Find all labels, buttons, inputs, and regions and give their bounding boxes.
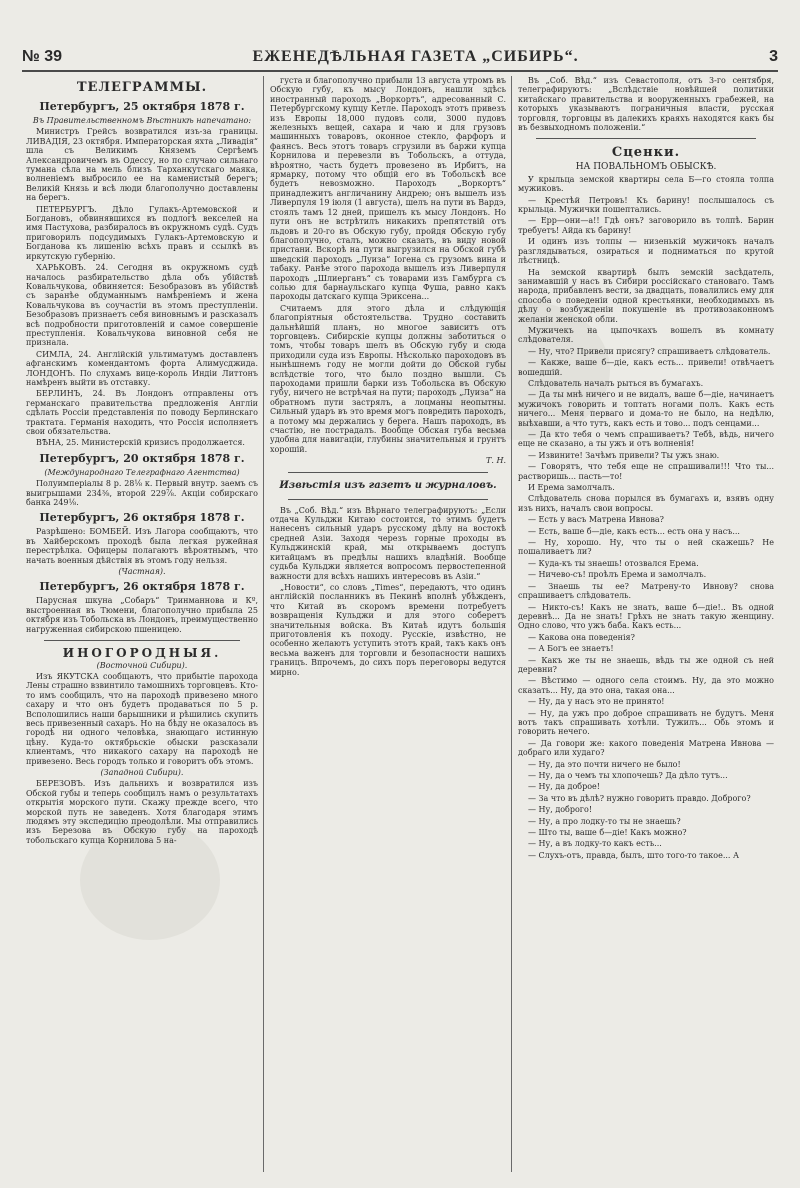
column-rule xyxy=(511,76,512,1172)
dialogue-line: — Да кто тебя о чемъ спрашиваетъ? Тебѣ, вѣдь, ничего еще не сказано, а ты ужъ и отъ волненія! xyxy=(518,430,774,449)
dialogue-line: — Ну, да это почти ничего не было! xyxy=(528,759,681,769)
source-line: (Частная). xyxy=(118,567,166,577)
dialogue-line: — Какъ же ты не знаешь, вѣдь ты же одной съ ней деревни? xyxy=(518,655,774,674)
dialogue-line: — За что въ дѣлѣ? нужно говорить правдо. Доброго? xyxy=(528,793,751,803)
section-divider xyxy=(44,640,240,641)
region-subtitle: (Западной Сибири). xyxy=(100,767,184,777)
column-2 xyxy=(270,76,506,1168)
news-item: Въ „Соб. Вѣд.“ изъ Вѣрнаго телеграфируютъ: „Если отдача Кульджи Китаю состоится, то этимъ будетъ нанесенъ сильный ударъ русскому дѣлу на востокѣ средней Азіи. Заходя черезъ горные проходы въ Кульджинскій край, мы открываемъ доступъ китайцамъ въ предѣлы нашихъ владѣній. Вообще судьба Кульджи является вопросомъ первостепенной важности для всѣхъ нашихъ интересовъ въ Азіи.“ xyxy=(270,505,506,581)
telegram-text: Разрѣшено: БОМБЕЙ. Изъ Лагора сообщаютъ, что въ Хайберскомъ проходѣ была легкая ружейная перестрѣлка. Офицеры полагаютъ вѣроятнымъ, что начать военныя дѣйствія въ этомъ году нельзя. xyxy=(26,527,258,565)
telegram-text: ВѢНА, 25. Министерскій кризисъ продолжается. xyxy=(36,438,245,448)
dialogue-line: Слѣдователь началъ рыться въ бумагахъ. xyxy=(528,378,704,388)
news-heading: Извѣстія изъ газетъ и журналовъ. xyxy=(279,479,497,491)
dialogue-line: Мужичекъ на цыпочкахъ вошелъ въ комнату слѣдователя. xyxy=(518,325,774,345)
sketches-subtitle: НА ПОВАЛЬНОМЪ ОБЫСКѢ. xyxy=(575,162,717,173)
telegram-text: Парусная шкуна „Собаръ“ Тринманнова и Кº, выстроенная въ Тюмени, благополучно прибыла 25 октября изъ Тобольска въ Лондонъ, преимущественно нагруженная сибирскою пшеницею. xyxy=(26,596,258,634)
dialogue-line: — Да говори же: какого поведенія Матрена Ивнова — добраго или худаго? xyxy=(518,738,774,758)
dialogue-line: — Знаешь ты ее? Матрену-то Ивнову? снова спрашиваетъ слѣдователь. xyxy=(518,581,774,601)
dialogue-line: И Ерема замолчалъ. xyxy=(528,483,615,493)
sketch-body xyxy=(518,175,774,860)
telegram-text: СИМЛА, 24. Англійскій ультиматумъ доставленъ афганскимъ комендантомъ форта Алимусджида. ЛОНДОНЪ. По слухамъ вице-король Индіи Литтонъ намѣренъ выйти въ отставку. xyxy=(26,349,258,387)
dateline: Петербургъ, 26 октября 1878 г. xyxy=(39,511,245,525)
dialogue-line: — Ну, хорошо. Ну, что ты о ней скажешь? Не пошаливаетъ ли? xyxy=(518,538,774,557)
column-rule xyxy=(263,76,264,1172)
dialogue-line: — А Богъ ее знаетъ! xyxy=(528,644,614,654)
dialogue-line: — Извините! Зачѣмъ привели? Ты ужъ знаю. xyxy=(528,450,720,460)
telegram-text: Полуимперіалы 8 р. 28⅛ к. Первый внутр. заемъ съ выигрышами 234⅜, второй 229⅞. Акціи собирскаго банка 249⅛. xyxy=(26,479,258,508)
section-divider xyxy=(288,472,488,473)
dialogue-line: — Слухъ-отъ, правда, былъ, што того-то такое... А xyxy=(528,850,740,860)
article-text: густа и благополучно прибыли 13 августа утромъ въ Обскую губу, къ мысу Лондонъ, нашли здѣсь иностранный пароходъ „Воркортъ“, адресованный С. Петербургскому купцу Кетле. Пароходъ этотъ привезъ изъ Европы 18,000 пудовъ соли, 3000 пудовъ железныхъ вещей, сахара и чаю и для грузовъ машинныхъ товаровъ, оконное стекло, фарфоръ и фаянсъ. Весь этотъ товаръ сгрузили въ баржи купца Корнилова и перевезли въ Тобольскъ, а оттуда, вѣроятно, часть будетъ провезено въ Ирбитъ, на ярмарку, потому что общій его въ Тобольскѣ все будетъ невозможно. Пароходъ „Воркортъ“ принадлежитъ англичанину Андрею; онъ вышелъ изъ Ливерпуля 19 іюля (1 августа), шелъ на пути въ Вардэ, стоялъ тамъ 12 дней, пришелъ къ мысу Лондонъ. Но пути онъ не встрѣтилъ никакихъ препятствій отъ льдовъ и 20-го въ Обскую губу, пройдя Обскую губу благополучно, сталъ, можно сказать, въ виду новой пристани. Вскорѣ на пути выгрузился на Обской губѣ шведскій пароходъ „Луиза“ Іогена съ грузомъ вина и табаку. Ранѣе этого парохода вышелъ изъ Ливерпуля пароходъ „Шлиерганъ“ съ товарами изъ Гамбурга съ солью для барнаульскаго купца Фуша, равно какъ пароходы датскаго купца Эриксена... xyxy=(270,76,506,302)
telegram-text: ХАРЬКОВЪ. 24. Сегодня въ окружномъ судѣ началось разбирательство дѣла объ убійствѣ Ковальчукова, обвиняется: Безобразовъ въ убійствѣ съ заранѣе обдуманнымъ намѣреніемъ и жена Ковальчукова въ соучастіи въ этомъ преступленіи. Безобразовъ признаетъ себя виновнымъ и разсказалъ всѣ подробности приготовленій и самое совершеніе преступленія. Ковальчукова виновной себя не признала. xyxy=(26,263,258,348)
dialogue-line: — Ну, да у насъ это не принято! xyxy=(528,697,665,707)
article-text: Изъ ЯКУТСКА сообщаютъ, что прибытіе парохода Лены страшно взвинтило тамошнихъ торговцевъ. Кто-то имъ сообщилъ, что на пароходѣ привезено много сахару и что онъ будетъ продаваться по 5 р. Всполошились наши барышники и рѣшились скупить весь привезенный сахаръ. Но на бѣду не оказалось въ городѣ ни одного человѣка, знающаго истинную цѣну. Куда-то октябрьскіе обыски разсказали клиентамъ, что никакого сахару на пароходѣ не привезено. Весь городъ только и говоритъ объ этомъ. xyxy=(26,671,258,766)
telegram-text: ПЕТЕРБУРГЪ. Дѣло Гулакъ-Артемовской и Богдановъ, обвинявшихся въ подлогѣ векселей на имя Пастухова, разбиралось въ окружномъ судѣ. Судъ приговорилъ подсудимыхъ Гулакъ-Артемовскую и Богданова къ лишенію всѣхъ правъ и ссылкѣ въ иркутскую губернію. xyxy=(26,204,258,261)
section-divider xyxy=(536,138,756,139)
dialogue-line: — Ну, что? Привели присягу? спрашиваетъ слѣдователь. xyxy=(528,346,771,356)
dialogue-line: — Ну, да ужъ про доброе спрашивать не будутъ. Меня вотъ такъ спрашивать хотѣли. Тужилъ... Обь этомъ и говорить нечего. xyxy=(518,708,774,737)
telegram-text: БЕРЛИНЪ, 24. Въ Лондонъ отправлены отъ германскаго правительства предложенія Англіи сдѣлать Россіи представленія по поводу Берлинскаго трактата. Германія находить, что Россія исполняетъ свои обязательства. xyxy=(26,389,258,436)
telegram-text: Министръ Грейсъ возвратился изъ-за границы. ЛИВАДІЯ, 23 октября. Императорская яхта „Ливадія“ шла съ Великимъ Княземъ Сергѣемъ Александровичемъ въ Одессу, но по случаю сильнаго тумана сѣла на мель близъ Тарханкутскаго маяка, волненіемъ выбросило ее на каменистый берегъ; Великій Князь и всѣ люди благополучно доставлены на берегъ. xyxy=(26,127,258,203)
dialogue-line: На земской квартирѣ былъ земскій засѣдатель, занимавшій у насъ въ Сибири россійскаго становаго. Тамъ народа, прибавленъ вести, за двадцать, повалились ему для способа о поведеніи одной крестьянки, необходимыхъ въ дѣлу о возбужденіи покушеніе въ противозаконномъ желаніи женской обли. xyxy=(518,267,774,324)
dialogue-line: — Да ты мнѣ ничего и не видалъ, ваше б—діе, начинаетъ мужичокъ говорить и топтать ногами полъ. Какъ есть ничего... Меня перваго и дома-то не было, на недѣлю, выѣхавши, а что тутъ, какъ есть и тово... подъ сенцами... xyxy=(518,390,774,428)
source-line: Въ Правительственномъ Вѣстникѣ напечатано: xyxy=(32,116,252,125)
dialogue-line: Слѣдователь снова порылся въ бумагахъ и, взявъ одну изъ нихъ, началъ свои вопросы. xyxy=(518,494,774,513)
dialogue-line: У крыльца земской квартиры села Б—го стояла толпа мужиковъ. xyxy=(518,174,774,194)
dialogue-line: — Говорятъ, что тебя еще не спрашивали!!! Что ты... растворишь... пасть—то! xyxy=(518,462,774,481)
page-number: 3 xyxy=(769,48,778,65)
issue-number: № 39 xyxy=(22,48,63,65)
column-3 xyxy=(518,76,774,1168)
dialogue-line: — Есть, ваше б—діе, какъ есть... есть она у насъ... xyxy=(528,526,740,536)
dialogue-line: — Што ты, ваше б—діе! Какъ можно? xyxy=(528,828,687,838)
sketches-heading: Сценки. xyxy=(611,145,681,161)
inogorod-heading: ИНОГОРОДНЫЯ. xyxy=(62,646,222,661)
news-item: „Новости“, со словъ „Times“, передаютъ, что одинъ англійскій посланникъ въ Пекинѣ вполнѣ убѣжденъ, что Китай въ скоромъ времени потребуетъ возвращенія Кульджи и для этого соберетъ значительныя войска. Въ Китаѣ идутъ большія приготовленія къ походу. Русскіе, извѣстно, не особенно желаютъ уступить этотъ край, такъ какъ онъ весьма важенъ для торговли и безопасности нашихъ границъ. Впрочемъ, до сихъ поръ переговоры ведутся мирно. xyxy=(270,582,506,677)
dialogue-line: — Вѣстимо — одного села стоимъ. Ну, да это можно сказать... Ну, да это она, такая она... xyxy=(518,676,774,695)
article-text: Въ „Соб. Вѣд.“ изъ Севастополя, отъ 3-го сентября, телеграфируютъ: „Вслѣдствіе новѣйшей политики китайскаго правительства и вооруженныхъ грабежей, на которыхъ указываютъ пограничныя власти, русская торговля, торговцы въ далекихъ краяхъ находятся какъ бы въ безвыходномъ положеніи.“ xyxy=(518,76,774,133)
dialogue-line: — Ну, да доброе! xyxy=(528,782,600,792)
masthead xyxy=(22,44,778,72)
dialogue-line: — Ну, а про лодку-то ты не знаешь? xyxy=(528,816,681,826)
section-divider xyxy=(288,499,488,500)
dialogue-line: — Ну, а въ лодку-то какъ есть... xyxy=(528,839,662,849)
source-line: (Международнаго Телеграфнаго Агентства) xyxy=(44,467,240,477)
dialogue-line: — Ничево-съ! проѣлъ Ерема и замолчалъ. xyxy=(528,570,707,580)
dialogue-line: — Никто-съ! Какъ не знать, ваше б—діе!.. Въ одной деревнѣ... Да не знать! Грѣхъ не знать такую женщину. Одно слово, что ужъ баба. Какъ есть... xyxy=(518,602,774,631)
dialogue-line: — Есть у васъ Матрена Ивнова? xyxy=(528,515,664,525)
dateline: Петербургъ, 26 октября 1878 г. xyxy=(39,580,245,594)
region-subtitle: (Восточной Сибири). xyxy=(96,660,188,670)
dialogue-line: — Ну, да о чемъ ты хлопочешь? Да дѣло тутъ... xyxy=(528,771,728,780)
author-signature: Т. Н. xyxy=(486,456,506,466)
dialogue-line: — Какже, ваше б—діе, какъ есть... привели! отвѣчаетъ вошедшій. xyxy=(518,358,774,377)
article-text: Считаемъ для этого дѣла и слѣдующія благопріятныя обстоятельства. Трудно составить дальнѣйшій планъ, но многое зависитъ отъ торговцевъ. Сибирскіе купцы должны заботиться о томъ, чтобы товаръ шелъ въ Обскую губу и сюда приходили суда изъ Европы. Нѣсколько пароходовъ въ нынѣшнемъ году не могли дойти до Обской губы вслѣдствіе того, что было поздно вышли. Съ пароходами пришли барки изъ Тобольска въ Обскую губу, ничего не встрѣчая на пути; пароходъ „Луиза“ на обратномъ пути застрялъ, а лоцманы неопытны. Сильный ударъ въ это время могъ повредить пароходъ, а потому мы держались у берега. Нашъ пароходъ, въ счастію, не пострадалъ. Вообще Обская губа весьма удобна для навигаціи, глубины значительныя и грунтъ хорошій. xyxy=(270,303,506,454)
column-1 xyxy=(26,76,258,1168)
telegrams-heading: ТЕЛЕГРАММЫ. xyxy=(76,80,208,95)
dialogue-line: И одинъ изъ толпы — низенькій мужичокъ началъ разглядываться, озираться и подниматься по крутой лѣстницѣ. xyxy=(518,237,774,266)
dateline: Петербургъ, 20 октября 1878 г. xyxy=(39,451,245,465)
dialogue-line: — Какова она поведенія? xyxy=(528,632,635,642)
dialogue-line: — Куда-къ ты знаешь! отозвался Ерема. xyxy=(528,558,699,568)
dialogue-line: — Крестѣй Петровъ! Къ барину! послышалось съ крыльца. Мужички пошептались. xyxy=(518,195,774,215)
dateline: Петербургъ, 25 октября 1878 г. xyxy=(39,100,245,113)
article-text: БЕРЕЗОВЪ. Изъ дальнихъ и возвратился изъ Обской губы и теперь сообщилъ намъ о результатахъ открытія морского пути. Скажу прежде всего, что морской путь не заведенъ. Хотя благодаря этимъ людямъ эту экспедицію преодолѣли. Мы отправились изъ Березова въ Обскую губу на пароходѣ тобольскаго купца Корнилова 5 на- xyxy=(26,779,258,845)
dialogue-line: — Ну, доброго! xyxy=(528,805,593,815)
newspaper-title: ЕЖЕНЕДѢЛЬНАЯ ГАЗЕТА „СИБИРЬ“. xyxy=(252,48,579,65)
dialogue-line: — Ерр—они—а!! Гдѣ онъ? заговорило въ толпѣ. Барин требуетъ! Айда къ барину! xyxy=(518,216,774,235)
